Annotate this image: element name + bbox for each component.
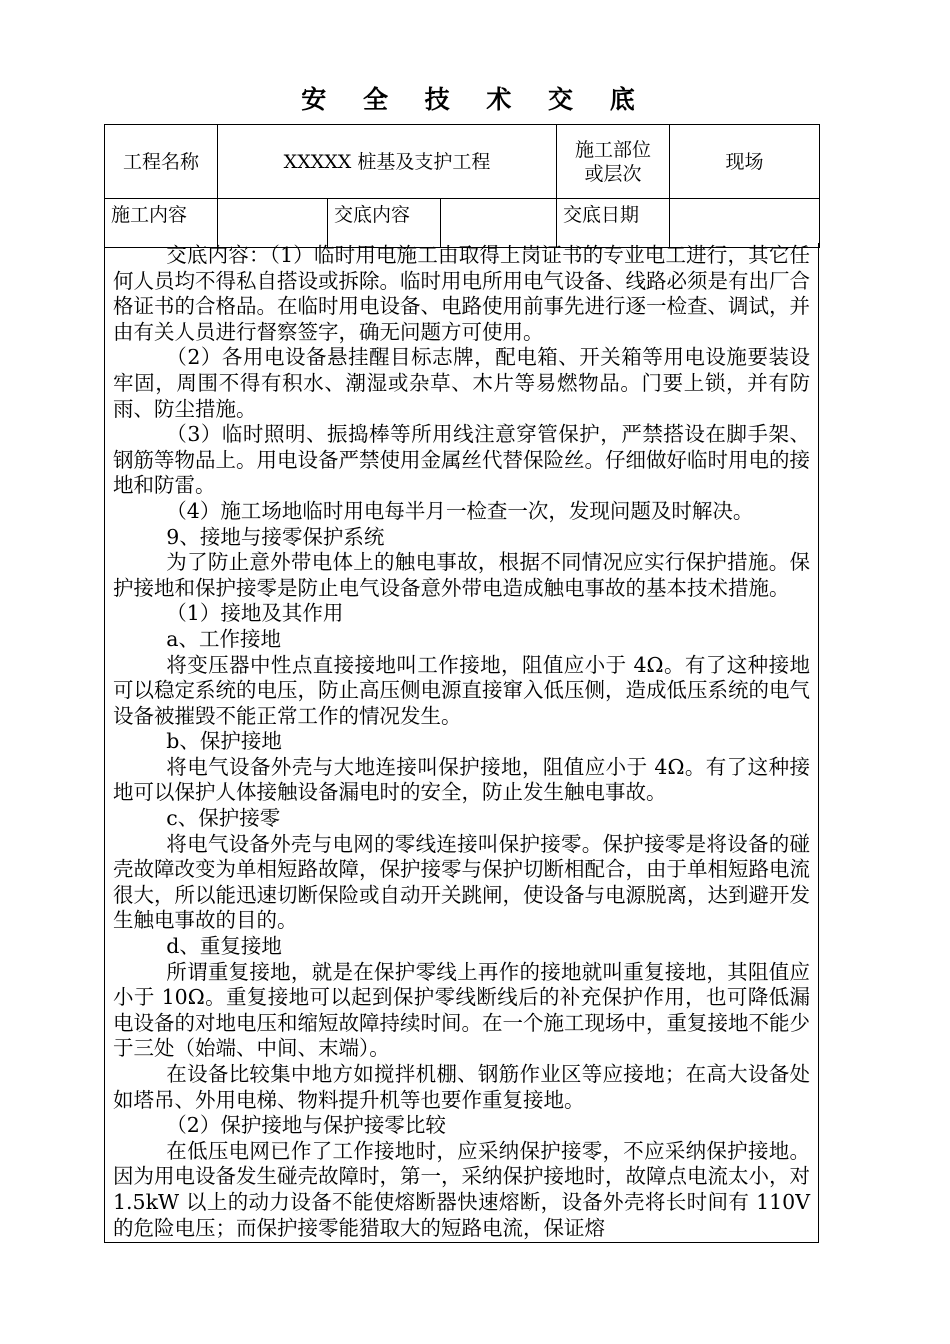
disclosure-content-label: 交底内容 (328, 199, 441, 248)
construction-content-label: 施工内容 (105, 199, 218, 248)
body-paragraph: 将变压器中性点直接接地叫工作接地，阻值应小于 4Ω。有了这种接地可以稳定系统的电压，防止高压侧电源直接窜入低压侧，造成低压系统的电气设备被摧毁不能正常工作的情况发生。 (113, 652, 810, 728)
item-heading: a、工作接地 (166, 626, 282, 651)
location-value: 现场 (670, 125, 820, 199)
item-heading: c、保护接零 (166, 806, 281, 831)
disclosure-content-value (441, 199, 557, 248)
subsection-heading: （2）保护接地与保护接零比较 (166, 1113, 446, 1138)
disclosure-body (104, 243, 819, 1243)
body-paragraph: 在低压电网已作了工作接地时，应采纳保护接零，不应采纳保护接地。因为用电设备发生碰壳故障时，第一，采纳保护接地时，故障点电流太小，对 1.5kW 以上的动力设备不能使熔断器快速熔断，设备外壳将长时间有 110V 的危险电压；而保护接零能猎取大的短路电流，保证熔 (113, 1138, 810, 1240)
body-paragraph: （3）临时照明、振捣棒等所用线注意穿管保护，严禁搭设在脚手架、钢筋等物品上。用电设备严禁使用金属丝代替保险丝。仔细做好临时用电的接地和防雷。 (113, 422, 810, 498)
construction-content-value (218, 199, 328, 248)
subsection-heading: （1）接地及其作用 (166, 601, 344, 626)
project-name-label: 工程名称 (105, 125, 218, 199)
header-table (104, 124, 820, 248)
section-heading: 9、接地与接零保护系统 (166, 524, 385, 549)
body-paragraph: 为了防止意外带电体上的触电事故，根据不同情况应实行保护措施。保护接地和保护接零是防止电气设备意外带电造成触电事故的基本技术措施。 (113, 550, 810, 600)
document-title: 安 全 技 术 交 底 (301, 85, 649, 114)
body-paragraph: 将电气设备外壳与大地连接叫保护接地，阻值应小于 4Ω。有了这种接地可以保护人体接触设备漏电时的安全，防止发生触电事故。 (113, 754, 810, 805)
body-paragraph: 交底内容：（1）临时用电施工由取得上岗证书的专业电工进行，其它任何人员均不得私自搭设或拆除。临时用电所用电气设备、线路必须是有出厂合格证书的合格品。在临时用电设备、电路使用前事先进行逐一检查、调试，并由有关人员进行督察签字，确无问题方可使用。 (113, 243, 810, 344)
disclosure-date-label: 交底日期 (557, 199, 670, 248)
body-paragraph: 在设备比较集中地方如搅拌机棚、钢筋作业区等应接地；在高大设备处如塔吊、外用电梯、物料提升机等也要作重复接地。 (113, 1062, 810, 1112)
body-paragraph: （4）施工场地临时用电每半月一检查一次，发现问题及时解决。 (166, 498, 754, 523)
body-paragraph: 将电气设备外壳与电网的零线连接叫保护接零。保护接零是将设备的碰壳故障改变为单相短路故障，保护接零与保护切断相配合，由于单相短路电流很大，所以能迅速切断保险或自动开关跳闸，使设备与电源脱离，达到避开发生触电事故的目的。 (113, 831, 810, 933)
body-paragraph: （2）各用电设备悬挂醒目标志牌，配电箱、开关箱等用电设施要装设牢固，周围不得有积水、潮湿或杂草、木片等易燃物品。门要上锁，并有防雨、防尘措施。 (113, 345, 810, 421)
location-label: 施工部位 或层次 (557, 125, 670, 199)
item-heading: d、重复接地 (166, 934, 282, 959)
disclosure-date-value (670, 199, 820, 248)
item-heading: b、保护接地 (166, 729, 282, 754)
body-paragraph: 所谓重复接地，就是在保护零线上再作的接地就叫重复接地，其阻值应小于 10Ω。重复接地可以起到保护零线断线后的补充保护作用，也可降低漏电设备的对地电压和缩短故障持续时间。在一个施工现场中，重复接地不能少于三处（始端、中间、末端）。 (113, 959, 810, 1061)
project-name-value: XXXXX 桩基及支护工程 (218, 125, 557, 199)
